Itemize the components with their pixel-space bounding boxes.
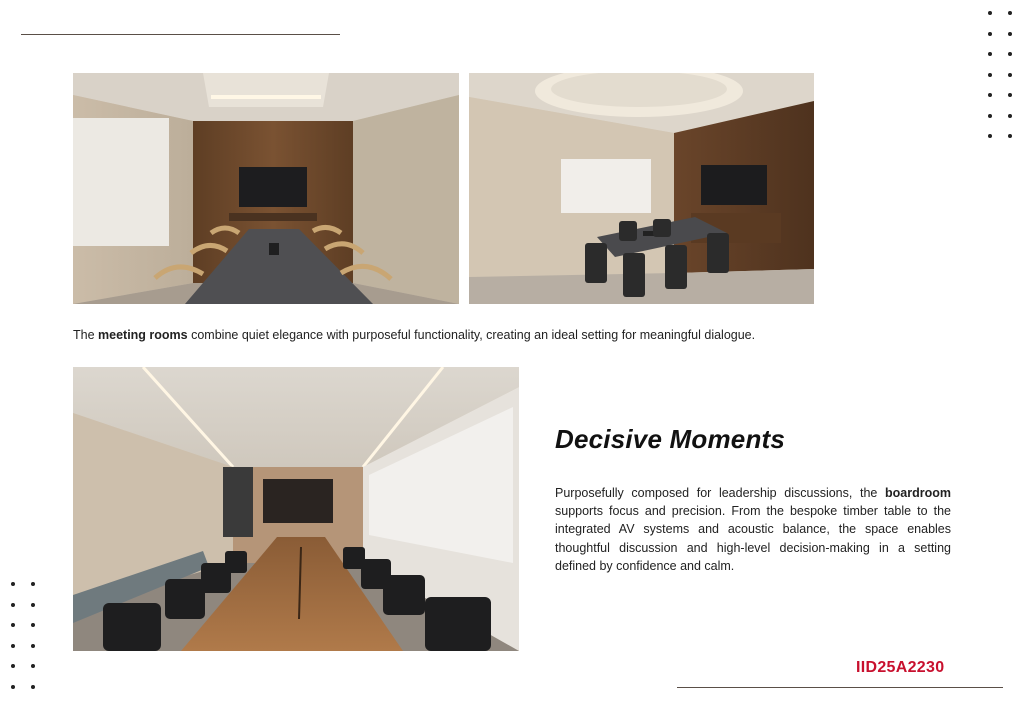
caption-bold-term: meeting rooms: [98, 328, 188, 342]
caption-prefix: The: [73, 328, 99, 342]
bottom-rule: [677, 687, 1003, 688]
body-suffix: supports focus and precision. From the bespoke timber table to the integrated AV systems and acoustic balance, the space enables thoughtful discussion and high-level decision-making in a setting defined by confidence and calm.: [555, 504, 951, 573]
top-rule: [21, 34, 340, 35]
top-right-dot-grid: [988, 11, 1012, 138]
bottom-left-dot-grid: [11, 582, 35, 689]
meeting-room-photo-front: [73, 73, 459, 304]
meeting-rooms-caption: [73, 326, 833, 344]
caption-suffix: combine quiet elegance with purposeful functionality, creating an ideal setting for meaningful dialogue.: [187, 328, 756, 342]
boardroom-photo: [73, 367, 519, 651]
meeting-room-photo-angled: [469, 73, 814, 304]
project-code: IID25A2230: [856, 659, 945, 676]
body-prefix: Purposefully composed for leadership discussions, the: [555, 486, 886, 500]
boardroom-description: [555, 484, 951, 575]
section-heading: Decisive Moments: [555, 424, 786, 454]
body-bold-term: boardroom: [885, 486, 951, 500]
